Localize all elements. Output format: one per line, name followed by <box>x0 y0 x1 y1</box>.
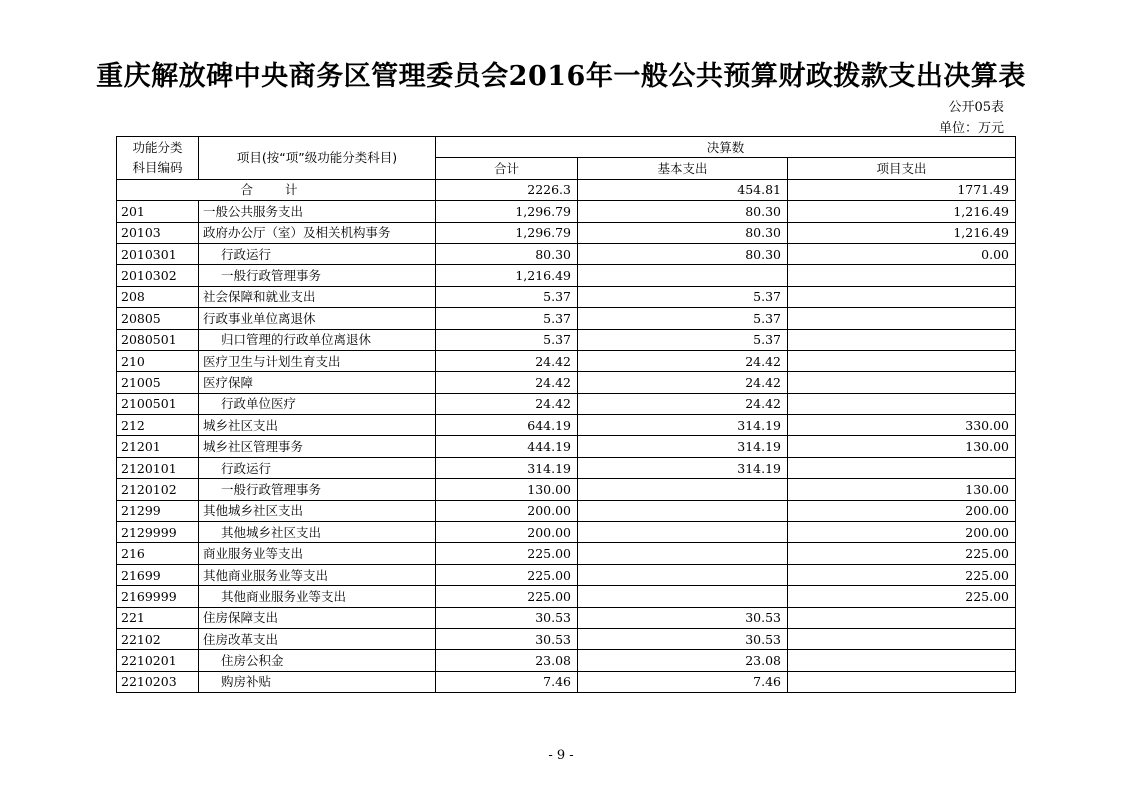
row-code: 2129999 <box>117 522 199 543</box>
row-total: 1,216.49 <box>436 265 578 286</box>
table-row <box>117 415 1016 436</box>
row-total: 23.08 <box>436 650 578 671</box>
row-basic <box>578 564 788 585</box>
row-basic: 5.37 <box>578 286 788 307</box>
row-code: 20103 <box>117 222 199 243</box>
row-project <box>788 671 1016 692</box>
table-row <box>117 500 1016 521</box>
row-project <box>788 607 1016 628</box>
row-name: 住房保障支出 <box>199 607 436 628</box>
row-name: 住房公积金 <box>199 650 436 671</box>
row-name: 其他城乡社区支出 <box>199 500 436 521</box>
row-name: 医疗卫生与计划生育支出 <box>199 350 436 371</box>
unit-label: 单位：万元 <box>938 121 1004 136</box>
row-basic <box>578 500 788 521</box>
row-code: 2080501 <box>117 329 199 350</box>
row-project: 225.00 <box>788 543 1016 564</box>
page-number: - 9 - <box>548 748 574 763</box>
row-total: 644.19 <box>436 415 578 436</box>
row-total: 1,296.79 <box>436 201 578 222</box>
row-project: 1,216.49 <box>788 201 1016 222</box>
row-project: 1,216.49 <box>788 222 1016 243</box>
row-project <box>788 650 1016 671</box>
row-total: 5.37 <box>436 286 578 307</box>
header-code-text: 功能分类 科目编码 <box>132 139 183 175</box>
row-project: 200.00 <box>788 500 1016 521</box>
row-code: 2010302 <box>117 265 199 286</box>
header-project: 项目支出 <box>788 158 1016 179</box>
row-project <box>788 457 1016 478</box>
row-name: 一般行政管理事务 <box>199 265 436 286</box>
row-total: 200.00 <box>436 522 578 543</box>
table-row <box>117 628 1016 649</box>
row-code: 210 <box>117 350 199 371</box>
form-number: 公开05表 <box>948 100 1004 115</box>
row-basic: 30.53 <box>578 607 788 628</box>
table-row <box>117 243 1016 264</box>
row-basic: 5.37 <box>578 308 788 329</box>
total-label: 合 计 <box>117 179 436 200</box>
table-row <box>117 329 1016 350</box>
table-row <box>117 201 1016 222</box>
row-code: 2120101 <box>117 457 199 478</box>
row-name: 医疗保障 <box>199 372 436 393</box>
row-name: 行政运行 <box>199 243 436 264</box>
row-code: 2100501 <box>117 393 199 414</box>
header-code <box>117 137 199 180</box>
table-row <box>117 350 1016 371</box>
row-basic: 80.30 <box>578 243 788 264</box>
total-row <box>117 179 1016 200</box>
row-basic: 24.42 <box>578 350 788 371</box>
row-code: 216 <box>117 543 199 564</box>
row-name: 行政事业单位离退休 <box>199 308 436 329</box>
table-row <box>117 393 1016 414</box>
row-project <box>788 372 1016 393</box>
table-body <box>117 179 1016 692</box>
row-total: 225.00 <box>436 564 578 585</box>
header-group: 决算数 <box>436 137 1016 158</box>
header-item: 项目(按“项”级功能分类科目) <box>199 137 436 180</box>
row-code: 21299 <box>117 500 199 521</box>
row-name: 一般行政管理事务 <box>199 479 436 500</box>
row-name: 城乡社区支出 <box>199 415 436 436</box>
row-total: 30.53 <box>436 628 578 649</box>
row-name: 购房补贴 <box>199 671 436 692</box>
row-project <box>788 393 1016 414</box>
row-total: 30.53 <box>436 607 578 628</box>
table-row <box>117 671 1016 692</box>
table-row <box>117 607 1016 628</box>
table-row <box>117 372 1016 393</box>
row-basic: 314.19 <box>578 457 788 478</box>
row-project <box>788 350 1016 371</box>
row-code: 208 <box>117 286 199 307</box>
total-basic: 454.81 <box>578 179 788 200</box>
row-project: 130.00 <box>788 436 1016 457</box>
row-name: 行政运行 <box>199 457 436 478</box>
table-row <box>117 479 1016 500</box>
row-project: 330.00 <box>788 415 1016 436</box>
row-code: 2120102 <box>117 479 199 500</box>
row-project: 225.00 <box>788 586 1016 607</box>
total-project: 1771.49 <box>788 179 1016 200</box>
row-basic <box>578 479 788 500</box>
row-code: 201 <box>117 201 199 222</box>
row-code: 2010301 <box>117 243 199 264</box>
row-project: 200.00 <box>788 522 1016 543</box>
row-total: 1,296.79 <box>436 222 578 243</box>
row-code: 20805 <box>117 308 199 329</box>
table-row <box>117 586 1016 607</box>
row-project: 130.00 <box>788 479 1016 500</box>
table-row <box>117 265 1016 286</box>
row-total: 225.00 <box>436 543 578 564</box>
row-name: 政府办公厅（室）及相关机构事务 <box>199 222 436 243</box>
row-code: 2169999 <box>117 586 199 607</box>
row-code: 21699 <box>117 564 199 585</box>
header-basic: 基本支出 <box>578 158 788 179</box>
row-project: 225.00 <box>788 564 1016 585</box>
row-name: 行政单位医疗 <box>199 393 436 414</box>
row-total: 7.46 <box>436 671 578 692</box>
row-project <box>788 308 1016 329</box>
row-basic: 7.46 <box>578 671 788 692</box>
row-name: 城乡社区管理事务 <box>199 436 436 457</box>
row-code: 22102 <box>117 628 199 649</box>
row-project <box>788 329 1016 350</box>
row-total: 5.37 <box>436 329 578 350</box>
table-row <box>117 650 1016 671</box>
row-name: 住房改革支出 <box>199 628 436 649</box>
row-basic <box>578 522 788 543</box>
row-name: 商业服务业等支出 <box>199 543 436 564</box>
table-row <box>117 457 1016 478</box>
row-name: 一般公共服务支出 <box>199 201 436 222</box>
table-row <box>117 308 1016 329</box>
row-basic: 314.19 <box>578 415 788 436</box>
row-project: 0.00 <box>788 243 1016 264</box>
row-basic <box>578 586 788 607</box>
row-name: 其他商业服务业等支出 <box>199 564 436 585</box>
row-name: 其他城乡社区支出 <box>199 522 436 543</box>
table-row <box>117 564 1016 585</box>
row-total: 24.42 <box>436 350 578 371</box>
row-basic: 30.53 <box>578 628 788 649</box>
row-code: 2210201 <box>117 650 199 671</box>
row-basic: 24.42 <box>578 393 788 414</box>
row-basic: 314.19 <box>578 436 788 457</box>
row-project <box>788 628 1016 649</box>
row-total: 130.00 <box>436 479 578 500</box>
row-name: 社会保障和就业支出 <box>199 286 436 307</box>
row-total: 200.00 <box>436 500 578 521</box>
row-basic <box>578 265 788 286</box>
row-project <box>788 286 1016 307</box>
row-basic: 5.37 <box>578 329 788 350</box>
row-total: 24.42 <box>436 393 578 414</box>
row-code: 2210203 <box>117 671 199 692</box>
budget-table <box>116 136 1016 693</box>
row-total: 5.37 <box>436 308 578 329</box>
table-row <box>117 543 1016 564</box>
document-title: 重庆解放碑中央商务区管理委员会2016年一般公共预算财政拨款支出决算表 <box>96 61 1026 92</box>
row-basic: 80.30 <box>578 222 788 243</box>
row-total: 24.42 <box>436 372 578 393</box>
row-basic: 24.42 <box>578 372 788 393</box>
row-total: 80.30 <box>436 243 578 264</box>
row-code: 21201 <box>117 436 199 457</box>
table-row <box>117 286 1016 307</box>
table-row <box>117 436 1016 457</box>
total-sum: 2226.3 <box>436 179 578 200</box>
header-total: 合计 <box>436 158 578 179</box>
row-code: 212 <box>117 415 199 436</box>
row-basic <box>578 543 788 564</box>
row-basic: 23.08 <box>578 650 788 671</box>
row-total: 444.19 <box>436 436 578 457</box>
row-name: 其他商业服务业等支出 <box>199 586 436 607</box>
table-row <box>117 222 1016 243</box>
row-total: 314.19 <box>436 457 578 478</box>
row-name: 归口管理的行政单位离退休 <box>199 329 436 350</box>
row-basic: 80.30 <box>578 201 788 222</box>
table-row <box>117 522 1016 543</box>
row-project <box>788 265 1016 286</box>
row-code: 221 <box>117 607 199 628</box>
row-total: 225.00 <box>436 586 578 607</box>
row-code: 21005 <box>117 372 199 393</box>
